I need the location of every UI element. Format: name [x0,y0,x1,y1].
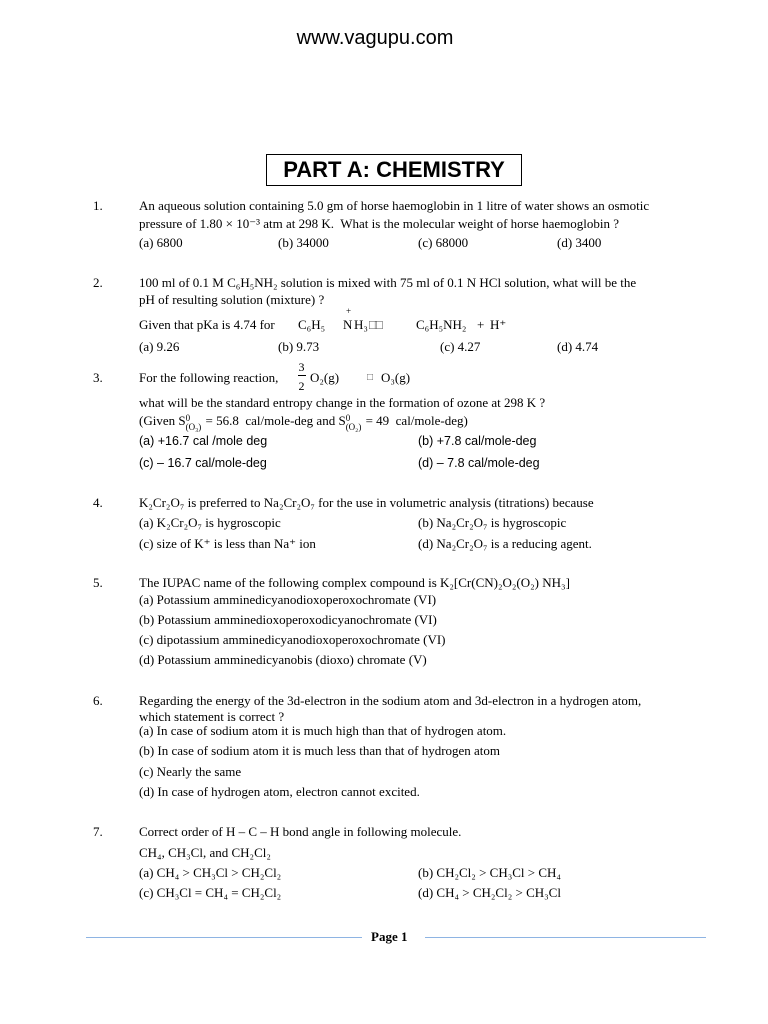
given-open: (Given S [139,413,186,428]
question-3-option-d: (d) – 7.8 cal/mole-deg [418,456,540,470]
question-6-option-b: (b) In case of sodium atom it is much less than that of hydrogen atom [139,743,501,758]
question-3-given-entropy [139,413,468,432]
question-2-option-b: (b) 9.73 [278,339,320,354]
question-7-option-c: (c) CH₃Cl = CH₄ = CH₂Cl₂ [139,885,282,900]
question-4-option-d: (d) Na₂Cr₂O₇ is a reducing agent. [418,536,592,551]
question-2-option-d: (d) 4.74 [557,339,599,354]
question-6-text-line-2: which statement is correct ? [139,709,285,724]
question-4-option-a: (a) K₂Cr₂O₇ is hygroscopic [139,515,281,530]
question-2-number: 2. [93,275,103,290]
question-7-text-line-2: CH₄, CH₃Cl, and CH₂Cl₂ [139,845,271,860]
question-6-number: 6. [93,693,103,708]
question-3-option-b: (b) +7.8 cal/mole-deg [418,434,537,448]
entropy-symbol-1 [186,414,202,432]
question-3-coefficient-fraction [297,359,306,394]
question-2-equilibrium-arrow-icon: □□ [369,317,381,332]
question-2-product-a: C₆H₅NH₂ [416,317,467,332]
question-3-reaction-prefix: For the following reaction, [139,370,279,385]
question-3-product: O₃(g) [381,370,411,385]
question-1-option-c: (c) 68000 [418,235,469,250]
footer-rule-right [425,937,706,938]
question-7-number: 7. [93,824,103,839]
question-3-option-a: (a) +16.7 cal /mole deg [139,434,268,448]
question-6-text-line-1: Regarding the energy of the 3d-electron in the sodium atom and 3d-electron in a hydrogen atom, [139,693,642,708]
question-2-reactant-n: N [343,317,353,332]
question-4-number: 4. [93,495,103,510]
question-4-option-c: (c) size of K⁺ is less than Na⁺ ion [139,536,316,551]
question-2-reactant-b: H₃ [354,317,368,332]
question-5-number: 5. [93,575,103,590]
entropy-2-sup: 0 [345,413,351,423]
question-1-option-a: (a) 6800 [139,235,183,250]
question-2-given-prefix: Given that pKa is 4.74 for [139,317,275,332]
question-1-option-b: (b) 34000 [278,235,329,250]
question-1-option-d: (d) 3400 [557,235,602,250]
question-2-product-b: H⁺ [490,317,507,332]
question-5-option-a: (a) Potassium amminedicyanodioxoperoxochromate (VI) [139,592,437,607]
fraction-numerator: 3 [298,360,305,374]
fraction-denominator: 2 [298,379,305,393]
entropy-1-sup: 0 [185,413,191,423]
question-3-option-c: (c) – 16.7 cal/mole-deg [139,456,267,470]
page-number: Page 1 [371,929,408,944]
question-7-option-b: (b) CH₂Cl₂ > CH₃Cl > CH₄ [418,865,561,880]
question-6-option-d: (d) In case of hydrogen atom, electron cannot excited. [139,784,420,799]
question-5-text-line-1: The IUPAC name of the following complex compound is K₂[Cr(CN)₂O₂(O₂) NH₃] [139,575,570,590]
section-title: PART A: CHEMISTRY [266,154,522,186]
question-4-text-line-1: K₂Cr₂O₇ is preferred to Na₂Cr₂O₇ for the use in volumetric analysis (titrations) because [139,495,594,510]
question-1-text-line-2: pressure of 1.80 × 10⁻³ atm at 298 K. What is the molecular weight of horse haemoglobin ? [139,216,619,231]
question-7-option-d: (d) CH₄ > CH₂Cl₂ > CH₃Cl [418,885,561,900]
question-3-text-line-2: what will be the standard entropy change in the formation of ozone at 298 K ? [139,395,546,410]
question-5-option-c: (c) dipotassium amminedicyanodioxoperoxochromate (VI) [139,632,446,647]
entropy-symbol-2 [346,414,362,432]
question-2-text-line-1: 100 ml of 0.1 M C₆H₅NH₂ solution is mixed with 75 ml of 0.1 N HCl solution, what will be the [139,275,637,290]
question-4-option-b: (b) Na₂Cr₂O₇ is hygroscopic [418,515,567,530]
question-5-option-b: (b) Potassium amminedioxoperoxodicyanochromate (VI) [139,612,437,627]
question-2-reactant-a: C₆H₅ [298,317,326,332]
footer-rule-left [86,937,362,938]
entropy-1-sub: (O₃) [185,422,202,432]
fraction-bar [298,375,306,376]
question-3-number: 3. [93,370,103,385]
question-1-number: 1. [93,198,103,213]
question-1-text-line-1: An aqueous solution containing 5.0 gm of horse haemoglobin in 1 litre of water shows an osmotic [139,198,650,213]
question-6-option-c: (c) Nearly the same [139,764,242,779]
question-7-option-a: (a) CH₄ > CH₃Cl > CH₂Cl₂ [139,865,282,880]
question-3-reaction-arrow-icon: □ [367,372,372,383]
question-2-text-line-2: pH of resulting solution (mixture) ? [139,292,325,307]
question-5-option-d: (d) Potassium amminedicyanobis (dioxo) chromate (V) [139,652,427,667]
question-7-text-line-1: Correct order of H – C – H bond angle in following molecule. [139,824,462,839]
entropy-2-sub: (O₂) [345,422,362,432]
question-2-option-c: (c) 4.27 [440,339,481,354]
question-2-reactant-charge: + [346,306,352,316]
site-url-header: www.vagupu.com [296,27,454,49]
question-6-option-a: (a) In case of sodium atom it is much high than that of hydrogen atom. [139,723,507,738]
given-end: = 49 cal/mole-deg) [362,413,468,428]
question-3-reactant: O₂(g) [310,370,340,385]
question-2-option-a: (a) 9.26 [139,339,180,354]
given-mid: = 56.8 cal/mole-deg and S [202,413,346,428]
question-2-plus-sign: + [477,317,485,332]
